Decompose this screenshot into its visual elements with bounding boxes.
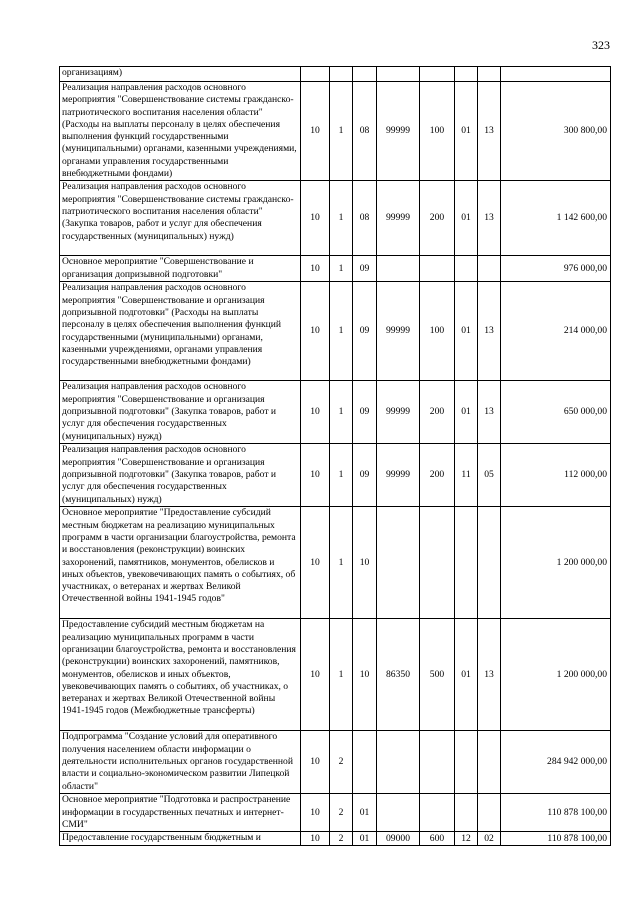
row-code-cell: 99999 [377, 181, 420, 256]
page-number: 323 [592, 38, 610, 52]
row-code-cell [478, 794, 501, 832]
table-row [60, 282, 611, 381]
row-code-cell: 08 [353, 181, 377, 256]
row-code-cell: 01 [353, 794, 377, 832]
row-name-cell: Основное мероприятие "Подготовка и распространение информации в государственных печатных и интернет-СМИ" [60, 794, 301, 832]
row-code-cell: 13 [478, 381, 501, 444]
table-row [60, 381, 611, 444]
row-amount-cell: 214 000,00 [501, 282, 611, 381]
row-code-cell [353, 67, 377, 82]
row-code-cell: 1 [330, 619, 353, 731]
row-code-cell: 01 [455, 282, 478, 381]
row-code-cell: 1 [330, 82, 353, 181]
row-name-cell: Предоставление субсидий местным бюджетам на реализацию муниципальных программ в части организации благоустройства, ремонта и восстановления (реконструкции) воинских захоронений, памятников, монументов, обелисков и иных объектов, увековечивающих память о событиях, об участниках, о ветеранах и жертвах Великой Отечественной войны 1941-1945 годов (Межбюджетные трансферты) [60, 619, 301, 731]
row-amount-cell: 284 942 000,00 [501, 731, 611, 794]
row-name-cell: Основное мероприятие "Совершенствование и организация допризывной подготовки" [60, 256, 301, 282]
table-row [60, 82, 611, 181]
row-code-cell: 99999 [377, 82, 420, 181]
row-name-cell: Реализация направления расходов основного мероприятия "Совершенствование системы гражданско-патриотического воспитания населения области" (Закупка товаров, работ и услуг для обеспечения государственных (муниципальных) нужд) [60, 181, 301, 256]
row-code-cell: 01 [455, 181, 478, 256]
row-amount-cell: 1 142 600,00 [501, 181, 611, 256]
row-code-cell [478, 731, 501, 794]
row-code-cell: 10 [301, 794, 330, 832]
row-name-cell: Предоставление государственным бюджетным и [60, 832, 301, 846]
row-code-cell: 10 [353, 619, 377, 731]
row-name-cell: Реализация направления расходов основного мероприятия "Совершенствование и организация допризывной подготовки" (Закупка товаров, работ и услуг для обеспечения государственных (муниципальных) нужд) [60, 381, 301, 444]
row-code-cell: 2 [330, 794, 353, 832]
row-code-cell: 1 [330, 507, 353, 619]
row-code-cell: 13 [478, 619, 501, 731]
row-code-cell: 1 [330, 381, 353, 444]
row-code-cell: 09 [353, 444, 377, 507]
row-amount-cell: 1 200 000,00 [501, 507, 611, 619]
row-code-cell [455, 256, 478, 282]
row-code-cell [455, 794, 478, 832]
row-name-cell: организациям) [60, 67, 301, 82]
row-amount-cell: 110 878 100,00 [501, 832, 611, 846]
row-code-cell: 1 [330, 181, 353, 256]
table-body [60, 67, 611, 846]
row-code-cell: 10 [301, 82, 330, 181]
row-code-cell: 10 [301, 832, 330, 846]
row-code-cell: 200 [420, 181, 455, 256]
row-code-cell: 09 [353, 256, 377, 282]
row-amount-cell [501, 67, 611, 82]
row-code-cell: 10 [301, 282, 330, 381]
row-name-cell: Подпрограмма "Создание условий для оперативного получения населением области информации о деятельности исполнительных органов государственной власти и социально-экономическом развитии Липецкой области" [60, 731, 301, 794]
row-code-cell: 12 [455, 832, 478, 846]
row-code-cell [478, 507, 501, 619]
row-code-cell [420, 67, 455, 82]
row-amount-cell: 650 000,00 [501, 381, 611, 444]
row-code-cell: 01 [455, 381, 478, 444]
budget-table [59, 66, 611, 846]
row-code-cell: 99999 [377, 381, 420, 444]
row-name-cell: Основное мероприятие "Предоставление субсидий местным бюджетам на реализацию муниципальных программ в части организации благоустройства, ремонта и восстановления (реконструкции) воинских захоронений, памятников, монументов, обелисков и иных объектов, увековечивающих память о событиях, об участниках, о ветеранах и жертвах Великой Отечественной войны 1941-1945 годов" [60, 507, 301, 619]
row-code-cell [301, 67, 330, 82]
row-code-cell [377, 794, 420, 832]
row-code-cell: 99999 [377, 444, 420, 507]
row-code-cell: 1 [330, 444, 353, 507]
row-code-cell: 2 [330, 731, 353, 794]
row-code-cell: 09000 [377, 832, 420, 846]
row-code-cell [377, 731, 420, 794]
row-amount-cell: 1 200 000,00 [501, 619, 611, 731]
table-row [60, 619, 611, 731]
row-code-cell: 200 [420, 381, 455, 444]
row-code-cell: 05 [478, 444, 501, 507]
table-row [60, 507, 611, 619]
row-code-cell [455, 67, 478, 82]
row-code-cell [377, 507, 420, 619]
row-code-cell: 01 [455, 619, 478, 731]
row-amount-cell: 110 878 100,00 [501, 794, 611, 832]
row-code-cell: 99999 [377, 282, 420, 381]
row-code-cell [377, 67, 420, 82]
row-code-cell: 2 [330, 832, 353, 846]
row-code-cell: 10 [301, 507, 330, 619]
row-code-cell: 1 [330, 256, 353, 282]
row-code-cell: 02 [478, 832, 501, 846]
row-code-cell [330, 67, 353, 82]
row-code-cell [478, 67, 501, 82]
table-row [60, 444, 611, 507]
row-code-cell [420, 731, 455, 794]
row-name-cell: Реализация направления расходов основного мероприятия "Совершенствование системы гражданско-патриотического воспитания населения области" (Расходы на выплаты персоналу в целях обеспечения выполнения функций государственными (муниципальными) органами, казенными учреждениями, органами управления государственными внебюджетными фондами) [60, 82, 301, 181]
row-code-cell: 13 [478, 181, 501, 256]
row-code-cell: 13 [478, 82, 501, 181]
row-code-cell: 100 [420, 282, 455, 381]
row-amount-cell: 300 800,00 [501, 82, 611, 181]
row-code-cell: 86350 [377, 619, 420, 731]
row-code-cell [455, 507, 478, 619]
row-code-cell [478, 256, 501, 282]
table-row [60, 256, 611, 282]
row-amount-cell: 112 000,00 [501, 444, 611, 507]
row-code-cell: 10 [301, 181, 330, 256]
row-code-cell [420, 794, 455, 832]
row-code-cell: 01 [455, 82, 478, 181]
table-row [60, 731, 611, 794]
row-code-cell [353, 731, 377, 794]
row-code-cell: 13 [478, 282, 501, 381]
row-code-cell: 600 [420, 832, 455, 846]
row-code-cell: 01 [353, 832, 377, 846]
row-code-cell: 10 [301, 619, 330, 731]
row-code-cell: 11 [455, 444, 478, 507]
row-code-cell: 100 [420, 82, 455, 181]
row-code-cell [455, 731, 478, 794]
table-row [60, 832, 611, 846]
table-row [60, 181, 611, 256]
table-row [60, 67, 611, 82]
row-code-cell: 1 [330, 282, 353, 381]
row-code-cell: 10 [353, 507, 377, 619]
row-name-cell: Реализация направления расходов основного мероприятия "Совершенствование и организация допризывной подготовки" (Закупка товаров, работ и услуг для обеспечения государственных (муниципальных) нужд) [60, 444, 301, 507]
row-code-cell [420, 256, 455, 282]
row-code-cell: 10 [301, 731, 330, 794]
row-code-cell [377, 256, 420, 282]
row-code-cell: 10 [301, 381, 330, 444]
row-name-cell: Реализация направления расходов основного мероприятия "Совершенствование и организация допризывной подготовки" (Расходы на выплаты персоналу в целях обеспечения выполнения функций государственными (муниципальными) органами, казенными учреждениями, органами управления государственными внебюджетными фондами) [60, 282, 301, 381]
row-code-cell: 10 [301, 444, 330, 507]
row-code-cell: 09 [353, 282, 377, 381]
table-row [60, 794, 611, 832]
row-code-cell: 200 [420, 444, 455, 507]
row-code-cell: 10 [301, 256, 330, 282]
row-amount-cell: 976 000,00 [501, 256, 611, 282]
row-code-cell: 09 [353, 381, 377, 444]
row-code-cell [420, 507, 455, 619]
row-code-cell: 08 [353, 82, 377, 181]
row-code-cell: 500 [420, 619, 455, 731]
